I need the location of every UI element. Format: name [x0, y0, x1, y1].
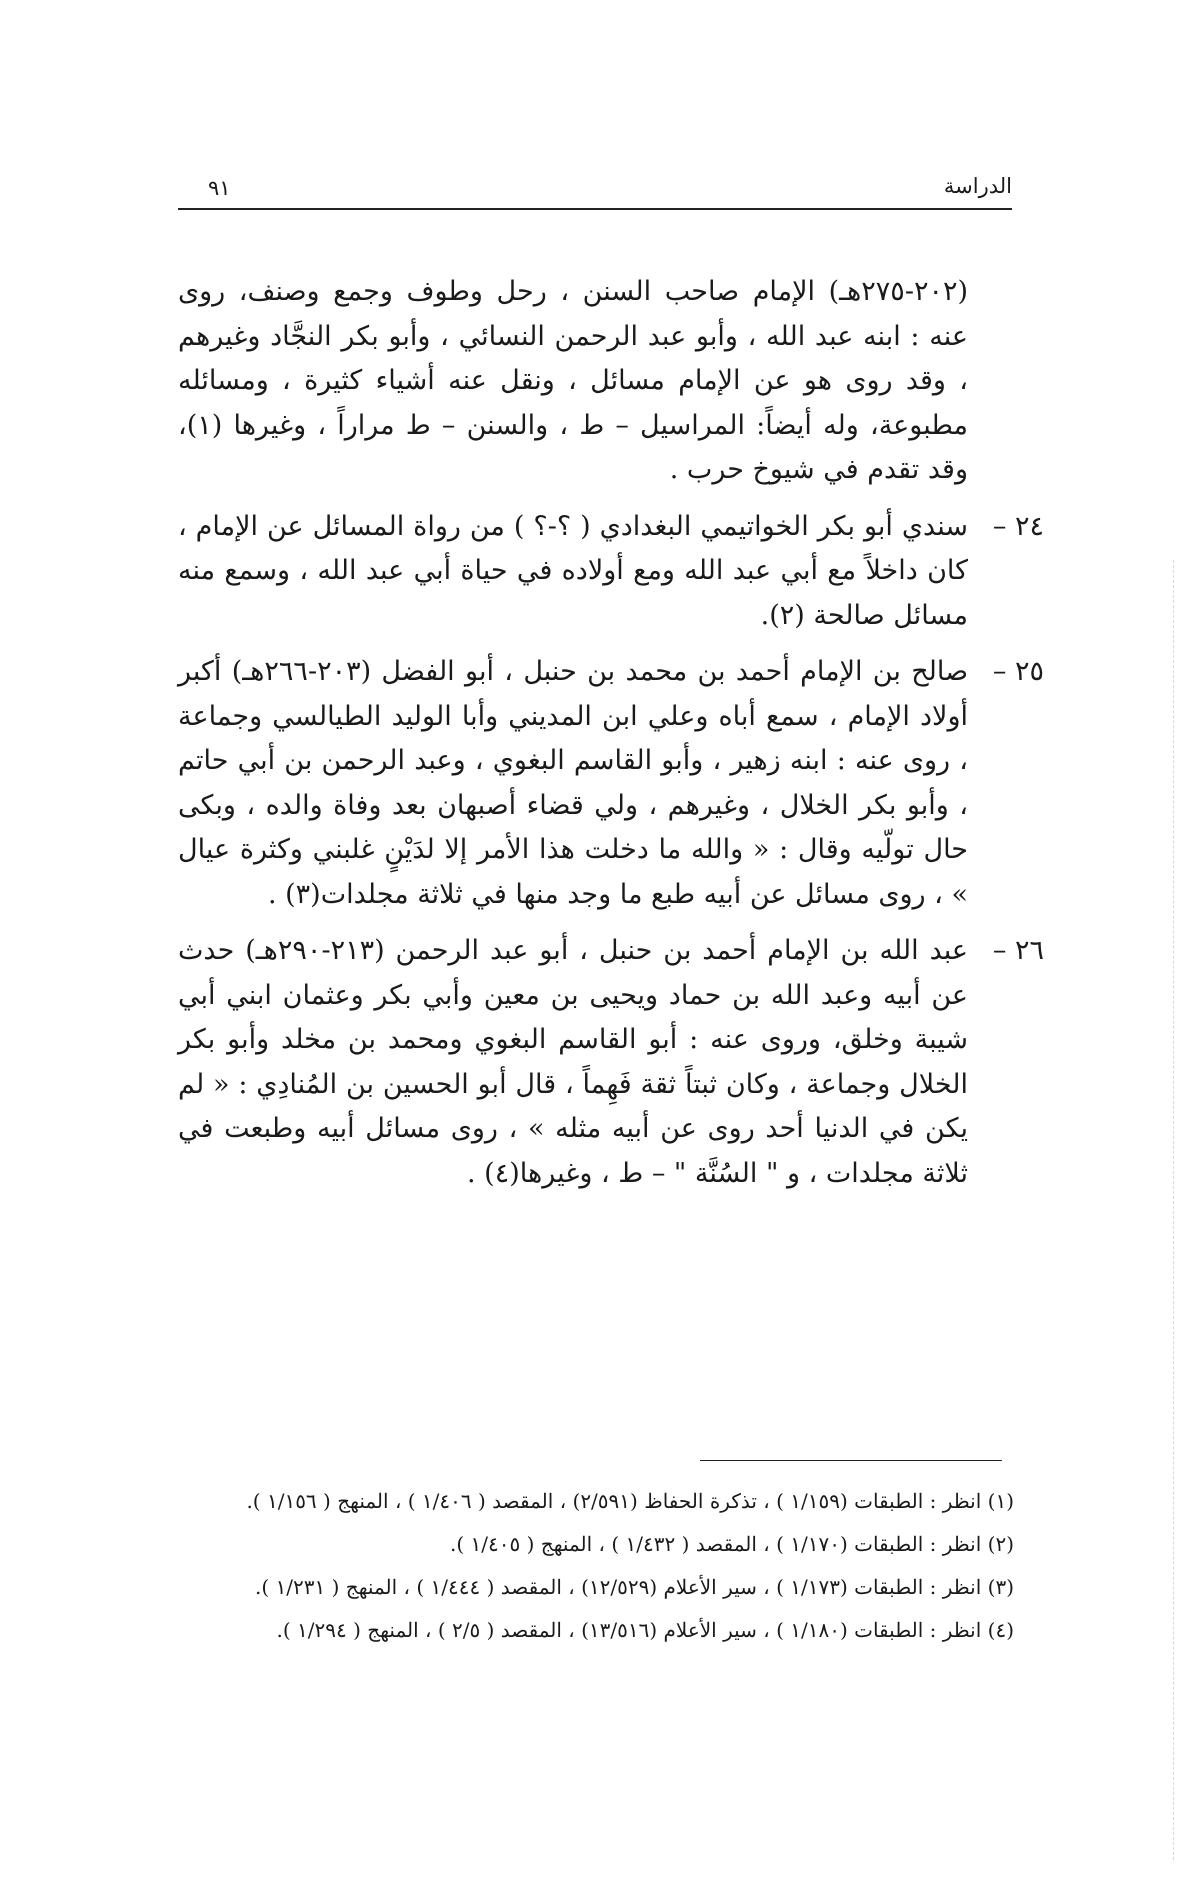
continuation-paragraph: (٢٠٢-٢٧٥هـ) الإمام صاحب السنن ، رحل وطوف وجمع وصنف، روى عنه : ابنه عبد الله ، وأبو عبد الرحمن النسائي ، وأبو بكر النجَّاد وغيرهم ، وقد روى هو عن الإمام مسائل ، ونقل عنه أشياء كثيرة ، ومسائله مطبوعة، وله أيضاً: المراسيل – ط ، والسنن – ط مراراً ، وغيرها (١)، وقد تقدم في شيوخ حرب .	[178, 276, 968, 485]
entry-text: سندي أبو بكر الخواتيمي البغدادي ( ؟-؟ ) من رواة المسائل عن الإمام ، كان داخلاً مع أبي عبد الله ومع أولاده في حياة أبي عبد الله ، وسمع منه مسائل صالحة (٢).	[178, 510, 968, 631]
footnote-2: (٢) انظر : الطبقات (١/١٧٠ ) ، المقصد ( ١/٤٣٢ ) ، المنهج ( ١/٤٠٥ ).	[450, 1532, 1014, 1556]
entry-number: ٢٦ –	[992, 935, 1044, 966]
footnote-divider	[700, 1460, 1002, 1461]
entry-26	[178, 929, 1044, 1196]
entry-text: صالح بن الإمام أحمد بن محمد بن حنبل ، أبو الفضل (٢٠٣-٢٦٦هـ) أكبر أولاد الإمام ، سمع أباه وعلي ابن المديني وأبا الوليد الطيالسي وجماعة ، روى عنه : ابنه زهير ، وأبو القاسم البغوي ، وعبد الرحمن بن أبي حاتم ، وأبو بكر الخلال ، وغيرهم ، ولي قضاء أصبهان بعد وفاة والده ، وبكى حال تولّيه وقال : « والله ما دخلت هذا الأمر إلا لدَيْنٍ غلبني وكثرة عيال » ، روى مسائل عن أبيه طبع ما وجد منها في ثلاثة مجلدات(٣) .	[178, 656, 969, 910]
entry-number: ٢٥ –	[992, 656, 1044, 687]
running-head: الدراسة	[943, 174, 1012, 198]
entry-24	[178, 505, 1044, 639]
page-header	[178, 168, 1012, 210]
entry-number: ٢٤ –	[992, 510, 1044, 542]
entry-text: عبد الله بن الإمام أحمد بن حنبل ، أبو عبد الرحمن (٢١٣-٢٩٠هـ) حدث عن أبيه وعبد الله بن حماد ويحيى بن معين وأبي بكر وعثمان ابني أبي شيبة وخلق، وروى عنه : أبو القاسم البغوي ومحمد بن مخلد وأبو بكر الخلال وجماعة ، وكان ثبتاً ثقة فَهِماً ، قال أبو الحسين بن المُنادِي : « لم يكن في الدنيا أحد روى عن أبيه مثله » ، روى مسائل أبيه وطبعت في ثلاثة مجلدات ، و " السُنَّة " – ط ، وغيرها(٤) .	[178, 935, 969, 1189]
entry-25	[178, 650, 1044, 917]
footnotes	[178, 1480, 1044, 1652]
footnote-1: (١) انظر : الطبقات (١/١٥٩ ) ، تذكرة الحفاظ (٢/٥٩١) ، المقصد ( ١/٤٠٦ ) ، المنهج ( ١/١٥٦ ).	[246, 1489, 1014, 1513]
footnote-3: (٣) انظر : الطبقات (١/١٧٣ ) ، سير الأعلام (١٢/٥٢٩) ، المقصد ( ١/٤٤٤ ) ، المنهج ( ١/٢٣١ ).	[255, 1575, 1014, 1599]
page-number: ٩١	[208, 176, 231, 200]
scan-edge-marks	[1171, 560, 1174, 1860]
main-text	[178, 270, 1044, 1208]
footnote-4: (٤) انظر : الطبقات (١/١٨٠ ) ، سير الأعلام (١٣/٥١٦) ، المقصد ( ٢/٥ ) ، المنهج ( ١/٢٩٤ ).	[276, 1618, 1014, 1642]
